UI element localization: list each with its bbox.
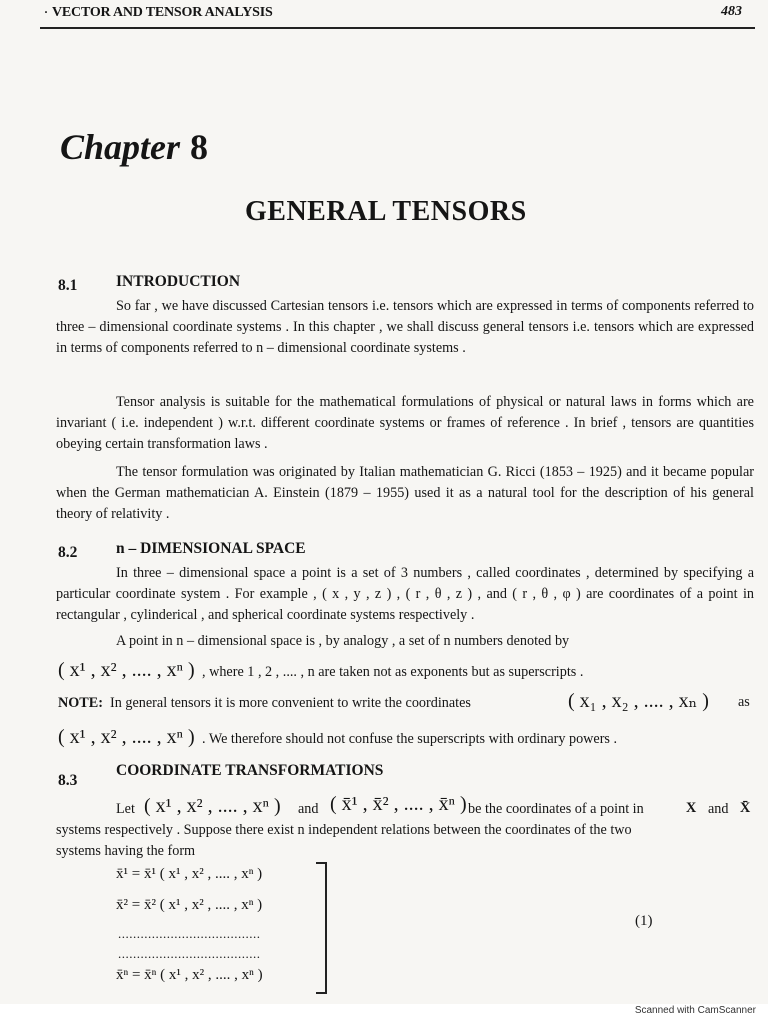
- note-text: In general tensors it is more convenient to write the coordinates: [110, 695, 471, 711]
- chapter-heading: [60, 126, 208, 168]
- section-number: 8.3: [58, 772, 78, 789]
- math-expression: ( x̄¹ , x̄² , .... , x̄ⁿ ): [330, 793, 467, 815]
- section-number: 8.2: [58, 544, 78, 561]
- transformation-equation: x̄² = x̄² ( x¹ , x² , .... , xⁿ ): [116, 897, 263, 913]
- intro-paragraph-1: So far , we have discussed Cartesian tensors i.e. tensors which are expressed in terms of components referred to three – dimensional coordinate systems . In this chapter , we shall discuss general tensors i.e. tensors which are expressed in terms of components referred to n – dimensional coordinate systems .: [56, 298, 754, 356]
- transformation-equation: x̄¹ = x̄¹ ( x¹ , x² , .... , xⁿ ): [116, 866, 263, 882]
- coordinates-tuple: [58, 726, 195, 749]
- coordinates-tuple: [58, 659, 195, 682]
- coordinates-tuple: [144, 795, 281, 818]
- chapter-number: 8: [190, 127, 209, 167]
- ndim-line: A point in n – dimensional space is , by analogy , a set of n numbers denoted by: [116, 633, 570, 649]
- chapter-word: Chapter: [60, 127, 181, 167]
- math-expression: ( x¹ , x² , .... , xⁿ ): [144, 795, 281, 817]
- ellipsis-row: ......................................: [118, 946, 261, 961]
- coord-and: and: [298, 801, 319, 817]
- system-x: X: [686, 800, 697, 816]
- coord-let: Let: [116, 801, 135, 817]
- math-expression: ( x¹ , x² , .... , xⁿ ): [58, 659, 195, 681]
- subscript-tuple: [568, 688, 709, 713]
- coord-line: systems having the form: [56, 843, 196, 859]
- header-rule: [40, 27, 755, 29]
- system-xbar: X̄: [740, 800, 751, 816]
- transformation-equation: x̄ⁿ = x̄ⁿ ( x¹ , x² , .... , xⁿ ): [116, 967, 263, 983]
- intro-paragraph-2: Tensor analysis is suitable for the mathematical formulations of physical or natural laws in forms which are invariant ( i.e. independent ) w.r.t. different coordinate systems or frames of reference . In brief , tensors are quantities obeying certain transformation laws .: [56, 394, 754, 452]
- intro-paragraph-3: The tensor formulation was originated by Italian mathematician G. Ricci (1853 – 1925) and it became popular when the German mathematician A. Einstein (1879 – 1955) used it as a natural tool for the description of his general theory of relativity .: [56, 464, 754, 522]
- equation-number: (1): [635, 913, 653, 929]
- note-label: NOTE:: [58, 695, 103, 711]
- section-title: n – DIMENSIONAL SPACE: [116, 540, 306, 557]
- math-expression: ( x₁ , x₂ , .... , xₙ ): [568, 690, 709, 712]
- ellipsis-row: ......................................: [118, 926, 261, 941]
- page-number: 483: [721, 4, 742, 19]
- coord-line: be the coordinates of a point in: [468, 801, 644, 817]
- coord-line: systems respectively . Suppose there exist n independent relations between the coordinates of the two: [56, 822, 632, 838]
- note-as: as: [738, 694, 750, 710]
- ndim-line: , where 1 , 2 , .... , n are taken not as exponents but as superscripts .: [202, 664, 584, 680]
- header-bullet: ·: [44, 5, 49, 19]
- math-expression: ( x¹ , x² , .... , xⁿ ): [58, 726, 195, 748]
- section-title: INTRODUCTION: [116, 273, 241, 290]
- chapter-title: GENERAL TENSORS: [245, 196, 527, 227]
- ndim-paragraph-1: In three – dimensional space a point is a set of 3 numbers , called coordinates , determined by specifying a particular coordinate system . For example , ( x , y , z ) , ( r , θ , z ) , and ( r , θ , φ ) are coordinates of a point in rectangular , cylinderical , and spherical coordinate systems respectively .: [56, 565, 754, 623]
- running-head: VECTOR AND TENSOR ANALYSIS: [52, 5, 273, 20]
- section-title: COORDINATE TRANSFORMATIONS: [116, 762, 384, 779]
- barred-tuple: [330, 793, 467, 816]
- coord-and: and: [708, 801, 729, 817]
- equation-bracket: [316, 862, 327, 994]
- note-line: [58, 695, 471, 712]
- section-number: 8.1: [58, 277, 78, 294]
- note-line: . We therefore should not confuse the superscripts with ordinary powers .: [202, 731, 618, 747]
- scanner-watermark: Scanned with CamScanner: [634, 1005, 756, 1016]
